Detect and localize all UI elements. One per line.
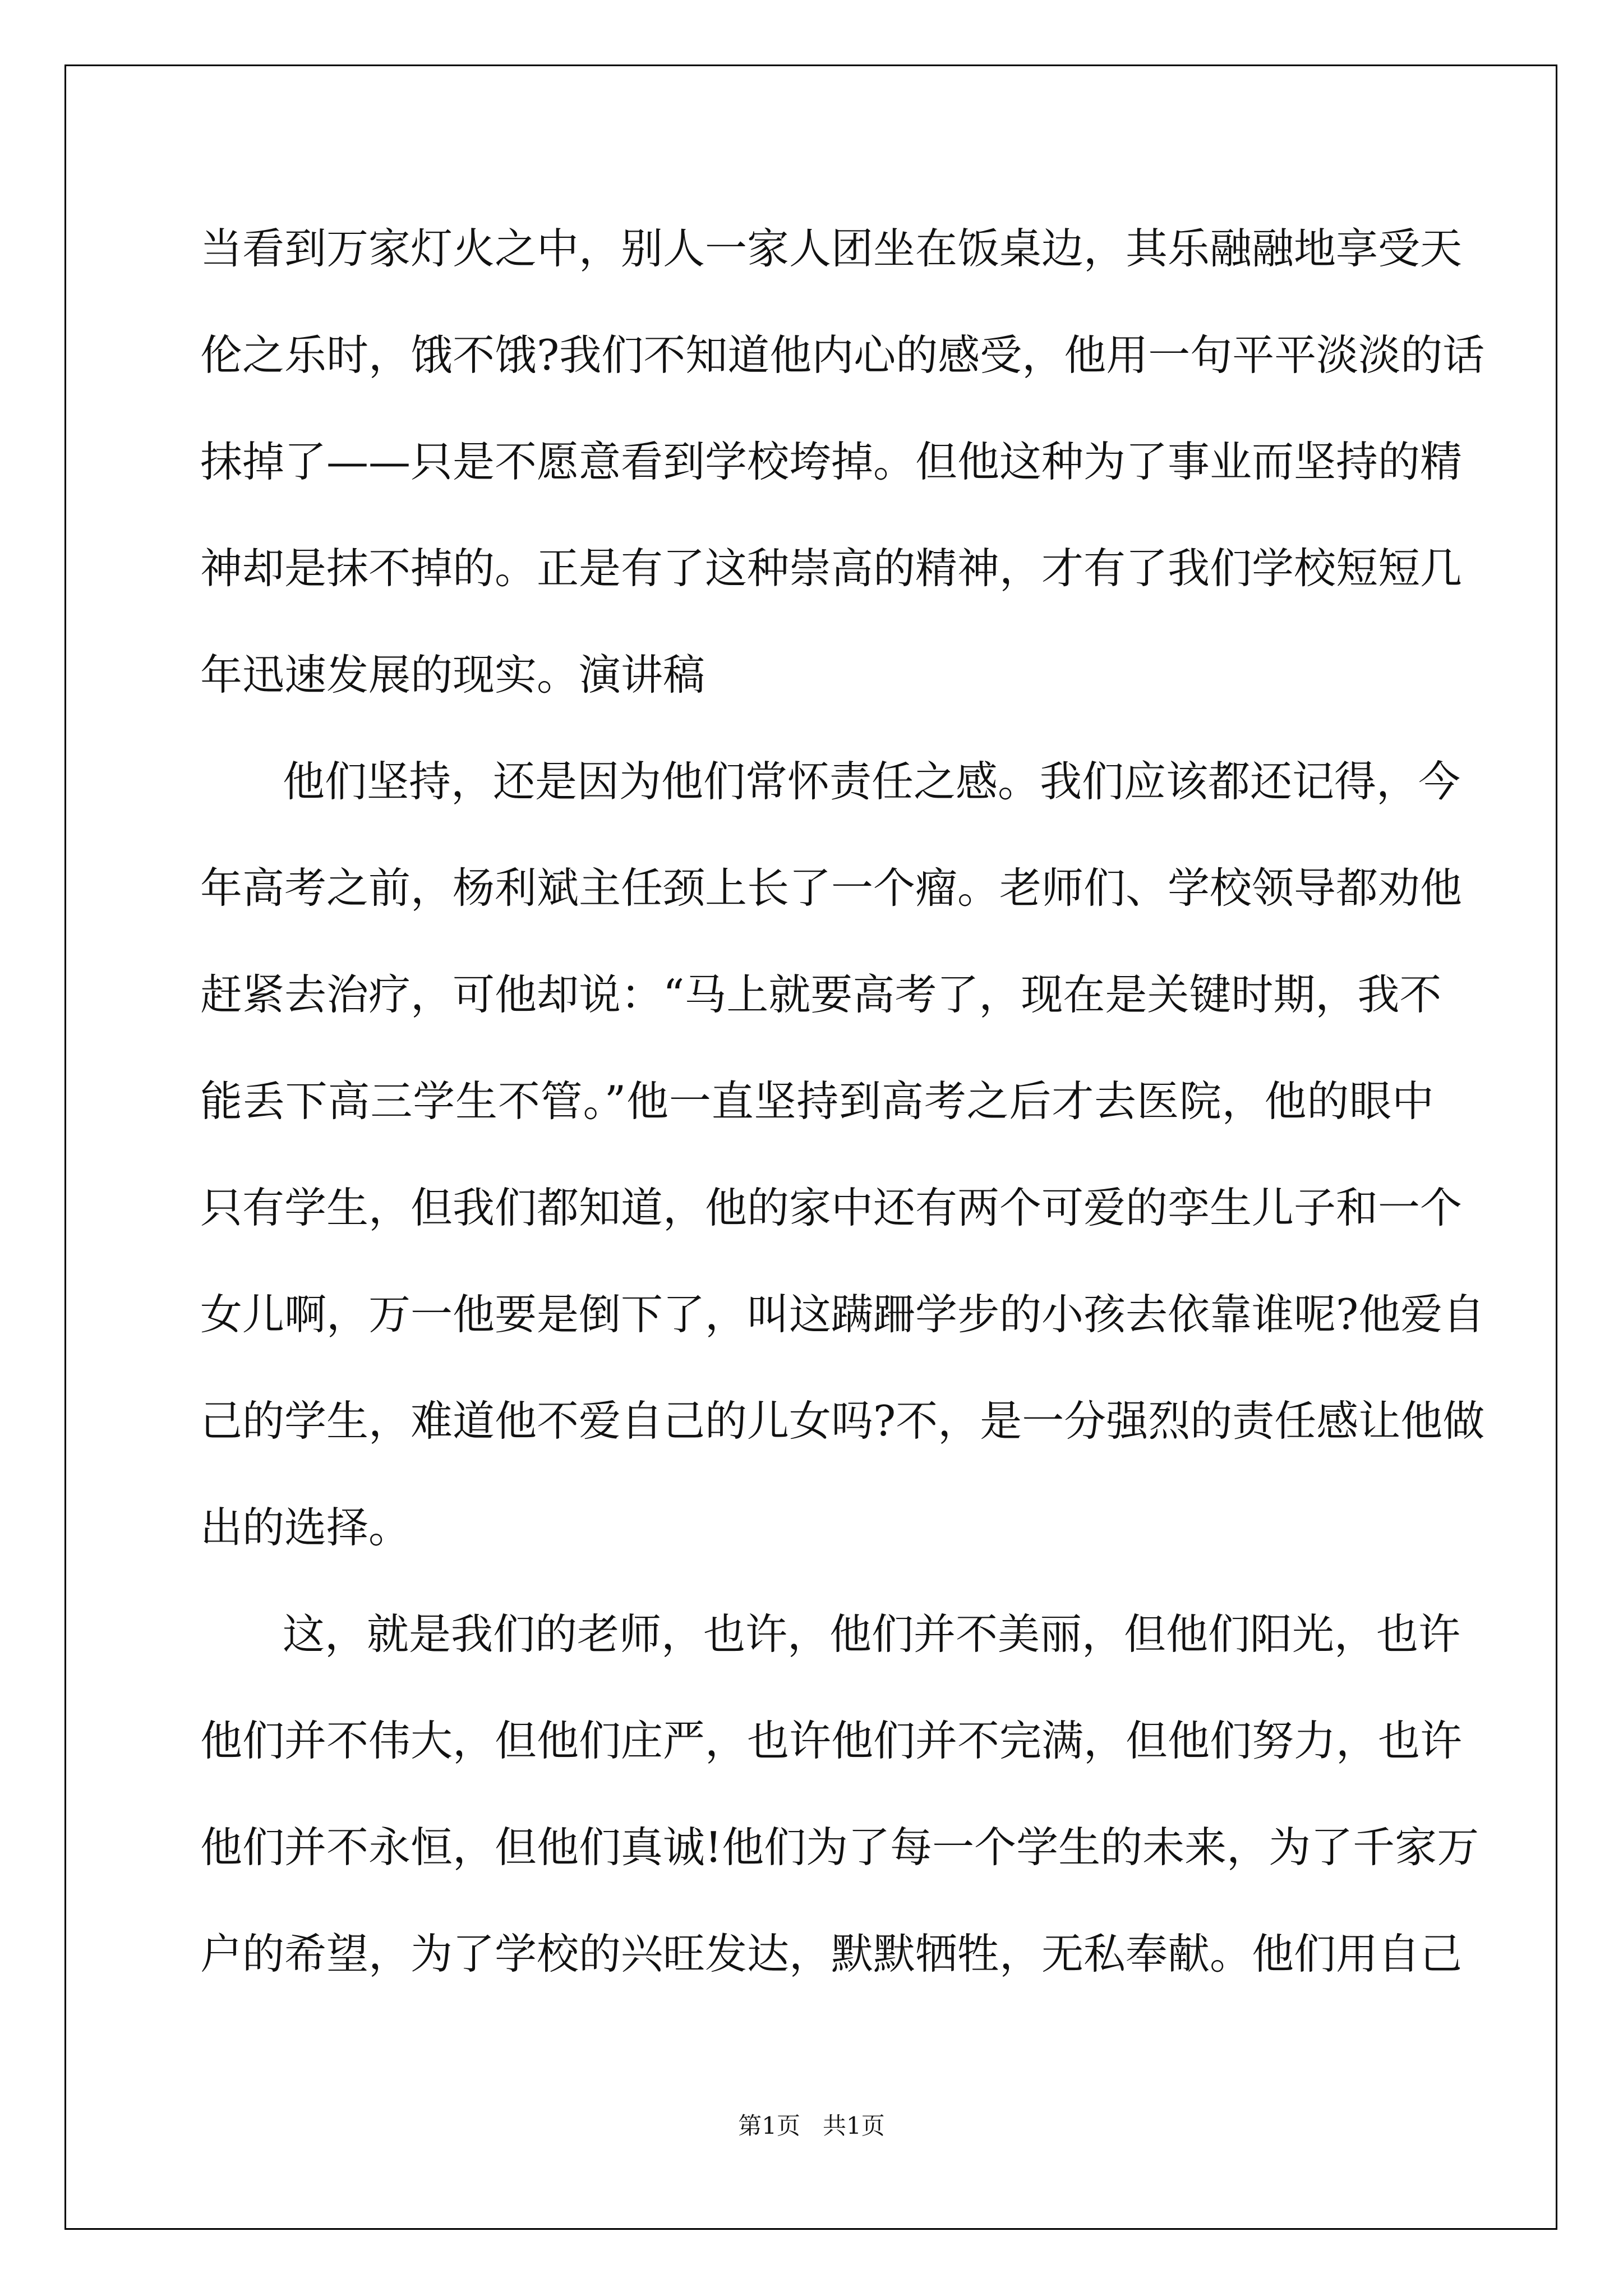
text-line: 女儿啊，万一他要是倒下了，叫这蹒跚学步的小孩去依靠谁呢?他爱自: [200, 1290, 1485, 1339]
text-line: 当看到万家灯火之中，别人一家人团坐在饭桌边，其乐融融地享受天: [200, 224, 1463, 273]
text-line: 户的希望，为了学校的兴旺发达，默默牺牲，无私奉献。他们用自己: [200, 1929, 1463, 1978]
text-line: 己的学生，难道他不爱自己的儿女吗?不，是一分强烈的责任感让他做: [200, 1396, 1485, 1446]
paragraph-first-line: 这，就是我们的老师，也许，他们并不美丽，但他们阳光，也许: [283, 1609, 1461, 1659]
text-line: 年迅速发展的现实。演讲稿: [200, 650, 706, 700]
text-line: 出的选择。: [200, 1503, 411, 1552]
paragraph-first-line: 他们坚持，还是因为他们常怀责任之感。我们应该都还记得，今: [283, 757, 1461, 806]
text-line: 能丢下高三学生不管。”他一直坚持到高考之后才去医院，他的眼中: [200, 1076, 1434, 1126]
text-line: 他们并不伟大，但他们庄严，也许他们并不完满，但他们努力，也许: [200, 1716, 1463, 1765]
text-line: 伦之乐时，饿不饿?我们不知道他内心的感受，他用一句平平淡淡的话: [200, 330, 1485, 380]
text-line: 年高考之前，杨利斌主任颈上长了一个瘤。老师们、学校领导都劝他: [200, 863, 1463, 913]
text-line: 神却是抹不掉的。正是有了这种崇高的精神，才有了我们学校短短几: [200, 544, 1463, 593]
text-line: 他们并不永恒，但他们真诚!他们为了每一个学生的未来，为了千家万: [200, 1823, 1479, 1872]
text-line: 只有学生，但我们都知道，他的家中还有两个可爱的孪生儿子和一个: [200, 1183, 1463, 1232]
page-footer: 第1页 共1页: [738, 2112, 885, 2139]
text-line: 抹掉了——只是不愿意看到学校垮掉。但他这种为了事业而坚持的精: [200, 437, 1463, 486]
page-border: [64, 65, 1557, 2230]
text-line: 赶紧去治疗，可他却说：“马上就要高考了，现在是关键时期，我不: [200, 970, 1442, 1019]
